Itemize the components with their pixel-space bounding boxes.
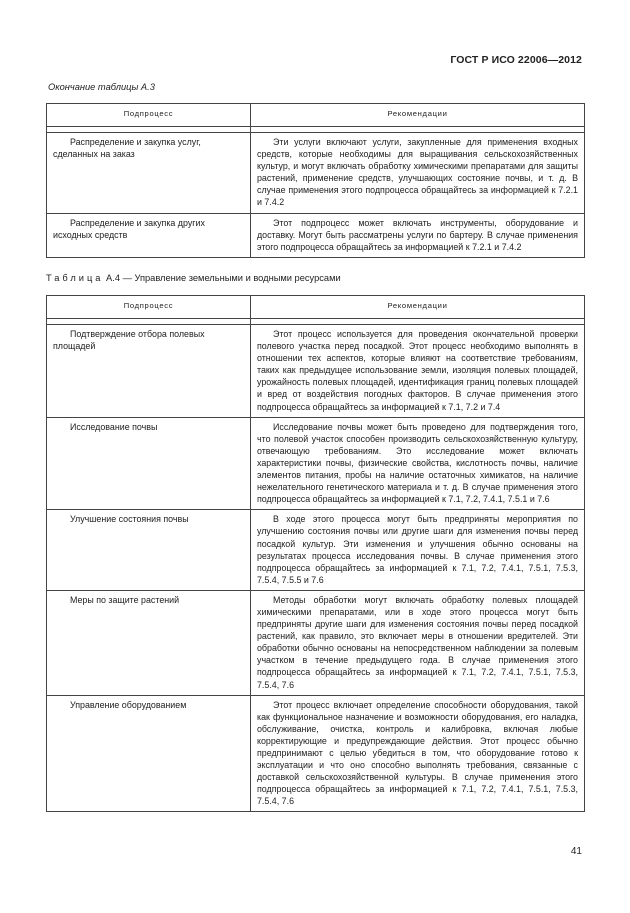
process-cell: Подтверждение отбора полевых площадей bbox=[47, 325, 251, 418]
recommendation-cell: В ходе этого процесса могут быть предприняты мероприятия по улучшению состояния почвы или другие шаги для изменения почвы перед посадкой культур. Эти изменения и улучшения обычно основаны на результатах процесса исследования почвы. В случае применения этого подпроцесса обращайтесь за информацией к 7.1, 7.2, 7.4.1, 7.5.1, 7.5.3, 7.5.4, 7.5.5 и 7.6 bbox=[251, 510, 585, 591]
table-row bbox=[47, 133, 585, 214]
table-row bbox=[47, 590, 585, 695]
table-header-row bbox=[47, 296, 585, 319]
process-cell: Управление оборудованием bbox=[47, 695, 251, 812]
recommendation-cell: Методы обработки могут включать обработку полевых площадей химическими препаратами, или в ходе этого процесса могут быть предприняты другие шаги для изменения состояния почвы перед посадкой растений, как правило, это включает меры в отношении вредителей. Эти обработки обычно основаны на непосредственном наблюдении за полевым участком в течение предыдущего года. В случае применения этого подпроцесса обращайтесь за информацией к 7.1, 7.2, 7.4.1, 7.5.1, 7.5.3, 7.5.4, 7.6 bbox=[251, 590, 585, 695]
table-a4-caption-prefix: Таблица bbox=[46, 273, 104, 283]
table-a4 bbox=[46, 295, 585, 812]
table-row bbox=[47, 213, 585, 257]
column-header-process: Подпроцесс bbox=[47, 104, 251, 127]
page-number: 41 bbox=[570, 846, 582, 857]
table-a4-caption bbox=[46, 273, 341, 283]
table-row bbox=[47, 325, 585, 418]
process-cell: Исследование почвы bbox=[47, 417, 251, 510]
table-a3 bbox=[46, 103, 585, 258]
column-header-recommendation: Рекомендации bbox=[251, 296, 585, 319]
column-header-process: Подпроцесс bbox=[47, 296, 251, 319]
table-a4-caption-title: А.4 — Управление земельными и водными ресурсами bbox=[106, 273, 341, 283]
recommendation-cell: Исследование почвы может быть проведено для подтверждения того, что полевой участок способен производить сельскохозяйственную культуру, отвечающую требованиям. Это исследование может включать характеристики почвы, физические свойства, кислотность почвы, наличие элементов питания, пробы на наличие остаточных химикатов, на наличие нежелательного генетического материала и т. д. В случае применения этого подпроцесса обращайтесь за информацией к 7.1, 7.2, 7.4.1, 7.5.1 и 7.6 bbox=[251, 417, 585, 510]
recommendation-cell: Этот процесс используется для проведения окончательной проверки полевого участка перед посадкой. Этот процесс необходимо выполнять в отношении тех аспектов, которые влияют на соответствие требованиям, таких как предыдущее использование земли, изоляция полевых площадей, урожайность полевых площадей, идентификация границ полевых площадей и вред от воздействия погодных факторов. В случае применения этого подпроцесса обращайтесь за информацией к 7.1, 7.2 и 7.4 bbox=[251, 325, 585, 418]
standard-header: ГОСТ Р ИСО 22006—2012 bbox=[450, 54, 582, 66]
table-a3-caption: Окончание таблицы А.3 bbox=[48, 82, 155, 92]
recommendation-cell: Эти услуги включают услуги, закупленные для применения входных средств, которые необходимы для выращивания сельскохозяйственных культур, и могут включать обработку химическими препаратами для защиты растений, применение средств, улучшающих состояние почвы, и т. д. В случае применения этого подпроцесса обращайтесь за информацией к 7.2.1 и 7.4.2 bbox=[251, 133, 585, 214]
process-cell: Распределение и закупка других исходных средств bbox=[47, 213, 251, 257]
column-header-recommendation: Рекомендации bbox=[251, 104, 585, 127]
process-cell: Распределение и закупка услуг, сделанных на заказ bbox=[47, 133, 251, 214]
table-header-row bbox=[47, 104, 585, 127]
recommendation-cell: Этот процесс включает определение способности оборудования, такой как функциональное назначение и возможности оборудования, его наладка, обслуживание, очистка, контроль и калибровка, включая любые корректирующие и предупреждающие действия. Этот процесс обычно предпринимают с целью убедиться в том, что оборудование готово к эксплуатации и что оно способно выполнять требования, связанные с доставкой сельскохозяйственной культуры. В случае применения этого подпроцесса обращайтесь за информацией к 7.1, 7.2, 7.4.1, 7.5.1, 7.5.3, 7.5.4, 7.6 bbox=[251, 695, 585, 812]
table-row bbox=[47, 417, 585, 510]
table-row bbox=[47, 695, 585, 812]
process-cell: Меры по защите растений bbox=[47, 590, 251, 695]
table-row bbox=[47, 510, 585, 591]
recommendation-cell: Этот подпроцесс может включать инструменты, оборудование и доставку. Могут быть рассматрены услуги по бартеру. В случае применения этого подпроцесса обращайтесь за информацией к 7.2.1 и 7.4.2 bbox=[251, 213, 585, 257]
process-cell: Улучшение состояния почвы bbox=[47, 510, 251, 591]
